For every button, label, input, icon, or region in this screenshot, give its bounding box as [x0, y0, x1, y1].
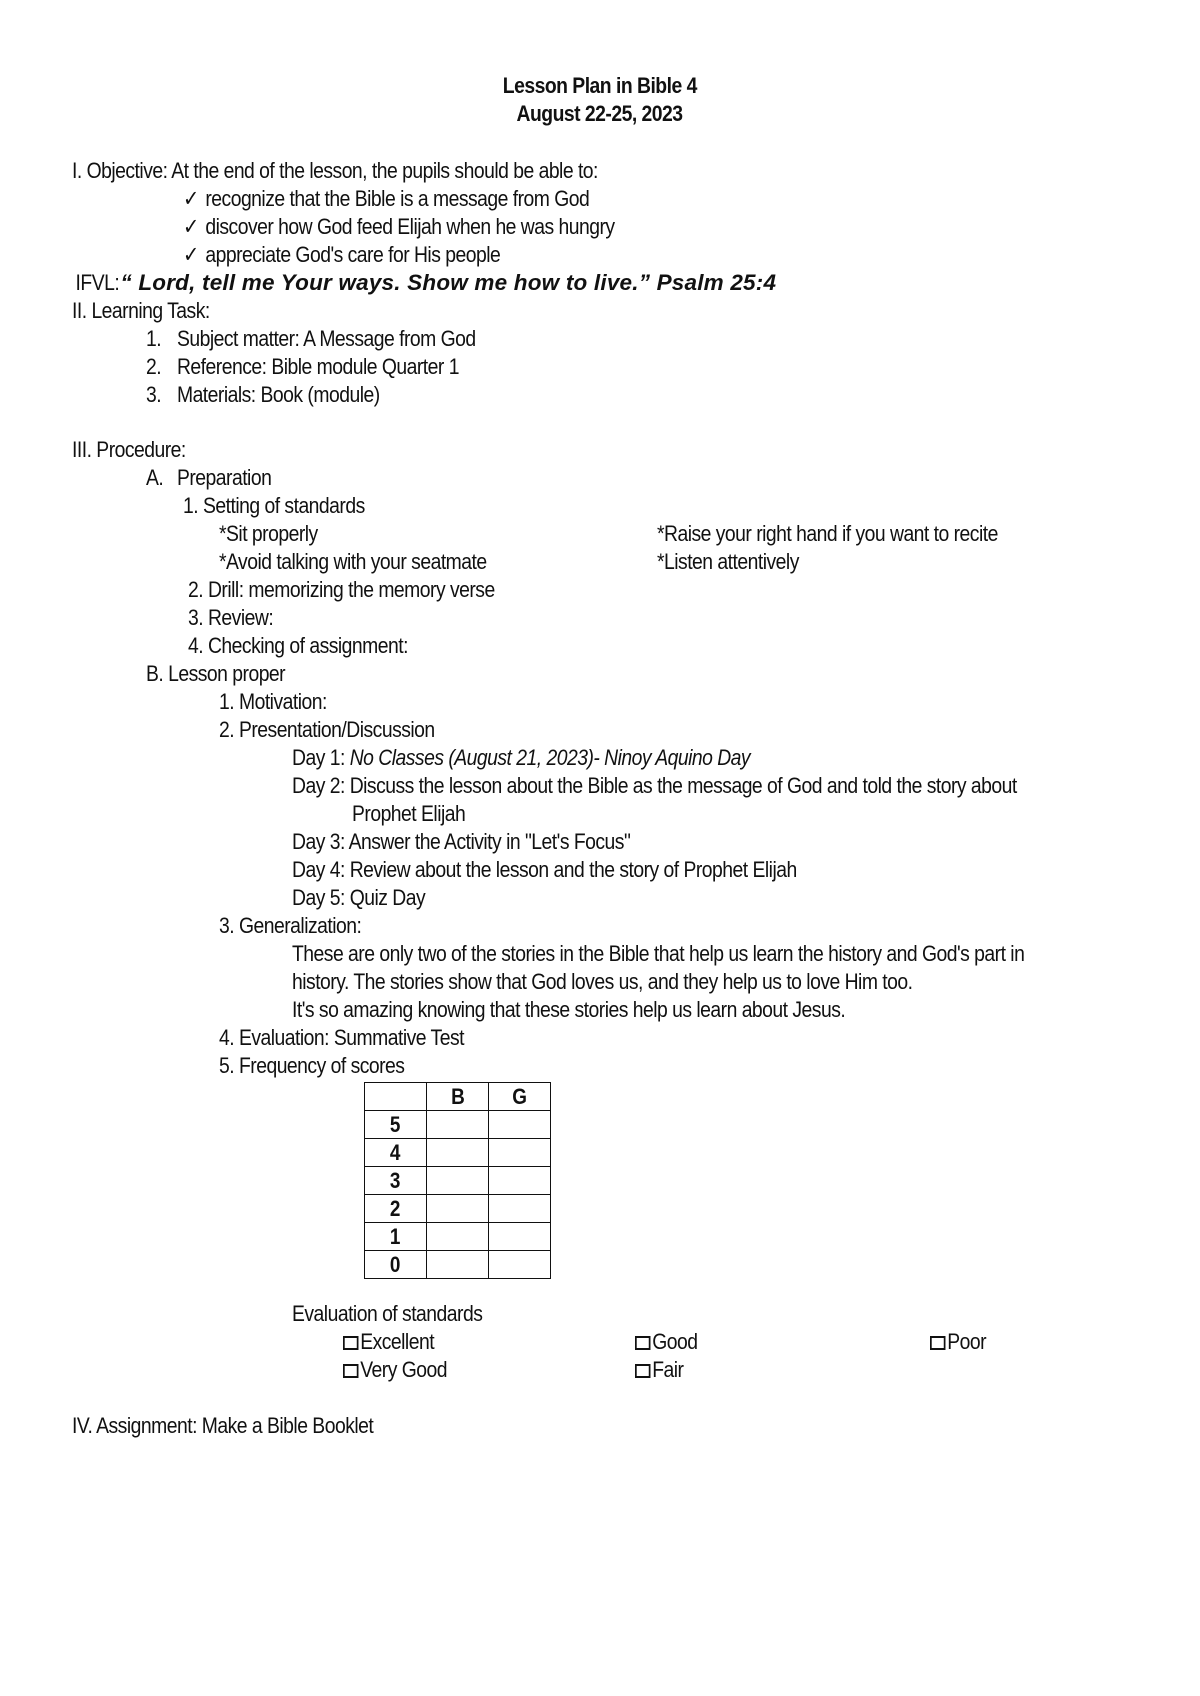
day-2-continued: Prophet Elijah: [352, 801, 466, 826]
page-title: Lesson Plan in Bible 4: [502, 73, 698, 98]
boys-count-cell: [427, 1111, 489, 1139]
day-1-line: Day 1: No Classes (August 21, 2023)- Ninoy Aquino Day: [292, 745, 751, 770]
ifvl-label: IFVL:: [75, 270, 120, 295]
learning-task-heading: II. Learning Task:: [72, 298, 210, 323]
objective-item: ✓ discover how God feed Elijah when he was hungry: [183, 214, 615, 240]
score-cell: 0: [365, 1251, 427, 1279]
standard-item: *Listen attentively: [657, 549, 799, 574]
objective-item: ✓ appreciate God's care for His people: [183, 242, 501, 268]
review-line: 3. Review:: [188, 605, 274, 630]
ifvl-verse: “ Lord, tell me Your ways. Show me how to live.” Psalm 25:4: [120, 270, 777, 295]
lesson-proper-heading: B. Lesson proper: [146, 661, 286, 686]
frequency-heading: 5. Frequency of scores: [219, 1053, 405, 1078]
day-3-line: Day 3: Answer the Activity in "Let's Focus": [292, 829, 631, 854]
rating-option-fair[interactable]: Fair: [635, 1356, 683, 1384]
score-cell: 2: [365, 1195, 427, 1223]
checkbox-icon[interactable]: [635, 1336, 650, 1350]
checkbox-icon[interactable]: [343, 1364, 358, 1378]
objective-item: ✓ recognize that the Bible is a message from God: [183, 186, 590, 212]
learning-task-item: 3. Materials: Book (module): [146, 382, 380, 407]
ifvl-line: [72, 269, 776, 297]
girls-count-cell: [489, 1139, 551, 1167]
setting-standards: 1. Setting of standards: [183, 493, 365, 518]
score-cell: 5: [365, 1111, 427, 1139]
learning-task-item: 1. Subject matter: A Message from God: [146, 326, 476, 351]
table-row: [365, 1139, 551, 1167]
day-5-line: Day 5: Quiz Day: [292, 885, 426, 910]
checkbox-icon[interactable]: [635, 1364, 650, 1378]
checkmark-icon: ✓: [183, 214, 199, 240]
boys-count-cell: [427, 1251, 489, 1279]
girls-count-cell: [489, 1111, 551, 1139]
standard-item: *Sit properly: [219, 521, 318, 546]
table-row: [365, 1251, 551, 1279]
score-frequency-table: [364, 1082, 551, 1279]
standard-item: *Avoid talking with your seatmate: [219, 549, 487, 574]
drill-line: 2. Drill: memorizing the memory verse: [188, 577, 495, 602]
rating-option-good[interactable]: Good: [635, 1328, 697, 1356]
rating-option-excellent[interactable]: Excellent: [343, 1328, 434, 1356]
table-header-cell: B: [427, 1083, 489, 1111]
boys-count-cell: [427, 1223, 489, 1251]
procedure-heading: III. Procedure:: [72, 437, 186, 462]
presentation-line: 2. Presentation/Discussion: [219, 717, 435, 742]
girls-count-cell: [489, 1223, 551, 1251]
generalization-text: These are only two of the stories in the Bible that help us learn the history and God's part in: [292, 941, 1025, 966]
page-date: August 22-25, 2023: [516, 101, 684, 126]
day-2-line: Day 2: Discuss the lesson about the Bible as the message of God and told the story about: [292, 773, 1017, 798]
assignment-line: IV. Assignment: Make a Bible Booklet: [72, 1413, 374, 1438]
checking-line: 4. Checking of assignment:: [188, 633, 408, 658]
table-header-cell: [365, 1083, 427, 1111]
table-row: [365, 1195, 551, 1223]
checkbox-icon[interactable]: [343, 1336, 358, 1350]
day-4-line: Day 4: Review about the lesson and the story of Prophet Elijah: [292, 857, 797, 882]
rating-option-poor[interactable]: Poor: [930, 1328, 986, 1356]
generalization-text: It's so amazing knowing that these stories help us learn about Jesus.: [292, 997, 846, 1022]
girls-count-cell: [489, 1167, 551, 1195]
table-row: [365, 1167, 551, 1195]
generalization-text: history. The stories show that God loves us, and they help us to love Him too.: [292, 969, 913, 994]
girls-count-cell: [489, 1195, 551, 1223]
boys-count-cell: [427, 1195, 489, 1223]
score-cell: 4: [365, 1139, 427, 1167]
score-cell: 3: [365, 1167, 427, 1195]
score-cell: 1: [365, 1223, 427, 1251]
rating-option-very-good[interactable]: Very Good: [343, 1356, 447, 1384]
evaluation-line: 4. Evaluation: Summative Test: [219, 1025, 464, 1050]
checkmark-icon: ✓: [183, 186, 199, 212]
girls-count-cell: [489, 1251, 551, 1279]
checkmark-icon: ✓: [183, 242, 199, 268]
motivation-line: 1. Motivation:: [219, 689, 327, 714]
table-row: [365, 1223, 551, 1251]
boys-count-cell: [427, 1167, 489, 1195]
objective-heading: I. Objective: At the end of the lesson, the pupils should be able to:: [72, 158, 598, 183]
checkbox-icon[interactable]: [930, 1336, 945, 1350]
learning-task-item: 2. Reference: Bible module Quarter 1: [146, 354, 459, 379]
evaluation-standards-heading: Evaluation of standards: [292, 1301, 483, 1326]
preparation-heading: A. Preparation: [146, 465, 272, 490]
table-row: [365, 1111, 551, 1139]
standard-item: *Raise your right hand if you want to recite: [657, 521, 998, 546]
table-header-cell: G: [489, 1083, 551, 1111]
generalization-heading: 3. Generalization:: [219, 913, 362, 938]
boys-count-cell: [427, 1139, 489, 1167]
table-header-row: [365, 1083, 551, 1111]
